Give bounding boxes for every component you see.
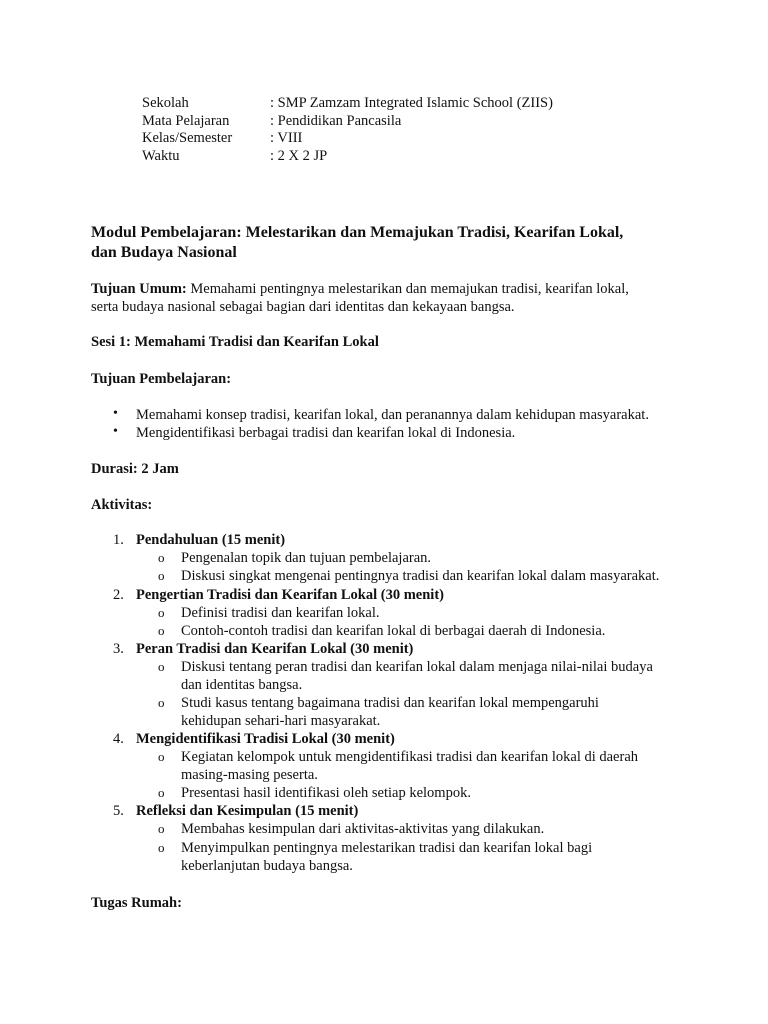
sub-bullet-icon: o <box>158 623 165 638</box>
sub-bullet-icon: o <box>158 568 165 583</box>
tujuan-umum-text1: Memahami pentingnya melestarikan dan memajukan tradisi, kearifan lokal, <box>186 281 629 297</box>
aktivitas-number: 5. <box>113 803 124 819</box>
module-title-line1: Modul Pembelajaran: Melestarikan dan Memajukan Tradisi, Kearifan Lokal, <box>91 224 624 241</box>
aktivitas-title: Peran Tradisi dan Kearifan Lokal (30 menit) <box>136 641 414 657</box>
aktivitas-sub-item-continued: masing-masing peserta. <box>181 767 318 783</box>
header-label-waktu: Waktu <box>142 148 180 164</box>
tujuan-item-1: Memahami konsep tradisi, kearifan lokal, dan peranannya dalam kehidupan masyarakat. <box>136 407 649 423</box>
aktivitas-number: 1. <box>113 532 124 548</box>
aktivitas-title: Pengertian Tradisi dan Kearifan Lokal (30 menit) <box>136 587 444 603</box>
aktivitas-sub-item: Contoh-contoh tradisi dan kearifan lokal di berbagai daerah di Indonesia. <box>181 623 606 639</box>
aktivitas-sub-item: Menyimpulkan pentingnya melestarikan tradisi dan kearifan lokal bagi <box>181 840 593 856</box>
aktivitas-sub-item: Studi kasus tentang bagaimana tradisi dan kearifan lokal mempengaruhi <box>181 695 599 711</box>
aktivitas-sub-item-continued: dan identitas bangsa. <box>181 677 303 693</box>
tujuan-pembelajaran-heading: Tujuan Pembelajaran: <box>91 371 232 387</box>
aktivitas-sub-item: Presentasi hasil identifikasi oleh setiap kelompok. <box>181 785 471 801</box>
bullet-icon: • <box>113 424 118 439</box>
aktivitas-sub-item-continued: keberlanjutan budaya bangsa. <box>181 858 353 874</box>
sub-bullet-icon: o <box>158 659 165 674</box>
sub-bullet-icon: o <box>158 749 165 764</box>
aktivitas-sub-item-continued: kehidupan sehari-hari masyarakat. <box>181 713 381 729</box>
sub-bullet-icon: o <box>158 821 165 836</box>
tujuan-item-2: Mengidentifikasi berbagai tradisi dan kearifan lokal di Indonesia. <box>136 425 516 441</box>
header-value-kelas: : VIII <box>270 130 303 146</box>
aktivitas-heading: Aktivitas: <box>91 497 153 513</box>
durasi-heading: Durasi: 2 Jam <box>91 461 179 477</box>
header-value-mapel: : Pendidikan Pancasila <box>270 113 402 129</box>
tujuan-umum-line2: serta budaya nasional sebagai bagian dari identitas dan kekayaan bangsa. <box>91 299 515 315</box>
aktivitas-sub-item: Kegiatan kelompok untuk mengidentifikasi tradisi dan kearifan lokal di daerah <box>181 749 639 765</box>
tujuan-umum-label: Tujuan Umum: <box>91 281 187 297</box>
module-title-line2: dan Budaya Nasional <box>91 244 237 261</box>
aktivitas-sub-item: Membahas kesimpulan dari aktivitas-aktivitas yang dilakukan. <box>181 821 545 837</box>
header-value-waktu: : 2 X 2 JP <box>270 148 328 164</box>
bullet-icon: • <box>113 406 118 421</box>
tujuan-umum-line1 <box>91 280 629 298</box>
header-label-mapel: Mata Pelajaran <box>142 113 230 129</box>
aktivitas-sub-item: Diskusi tentang peran tradisi dan kearifan lokal dalam menjaga nilai-nilai budaya <box>181 659 653 675</box>
header-label-sekolah: Sekolah <box>142 95 189 111</box>
sub-bullet-icon: o <box>158 605 165 620</box>
header-label-kelas: Kelas/Semester <box>142 130 233 146</box>
sub-bullet-icon: o <box>158 840 165 855</box>
aktivitas-sub-item: Definisi tradisi dan kearifan lokal. <box>181 605 380 621</box>
aktivitas-sub-item: Diskusi singkat mengenai pentingnya tradisi dan kearifan lokal dalam masyarakat. <box>181 568 660 584</box>
aktivitas-number: 2. <box>113 587 124 603</box>
header-value-sekolah: : SMP Zamzam Integrated Islamic School (ZIIS) <box>270 95 553 111</box>
aktivitas-sub-item: Pengenalan topik dan tujuan pembelajaran. <box>181 550 432 566</box>
tugas-rumah-heading: Tugas Rumah: <box>91 895 182 911</box>
aktivitas-number: 3. <box>113 641 124 657</box>
sub-bullet-icon: o <box>158 550 165 565</box>
sub-bullet-icon: o <box>158 785 165 800</box>
sesi-heading: Sesi 1: Memahami Tradisi dan Kearifan Lokal <box>91 334 379 350</box>
aktivitas-number: 4. <box>113 731 124 747</box>
sub-bullet-icon: o <box>158 695 165 710</box>
aktivitas-title: Mengidentifikasi Tradisi Lokal (30 menit) <box>136 731 395 747</box>
aktivitas-title: Pendahuluan (15 menit) <box>136 532 286 548</box>
aktivitas-title: Refleksi dan Kesimpulan (15 menit) <box>136 803 359 819</box>
